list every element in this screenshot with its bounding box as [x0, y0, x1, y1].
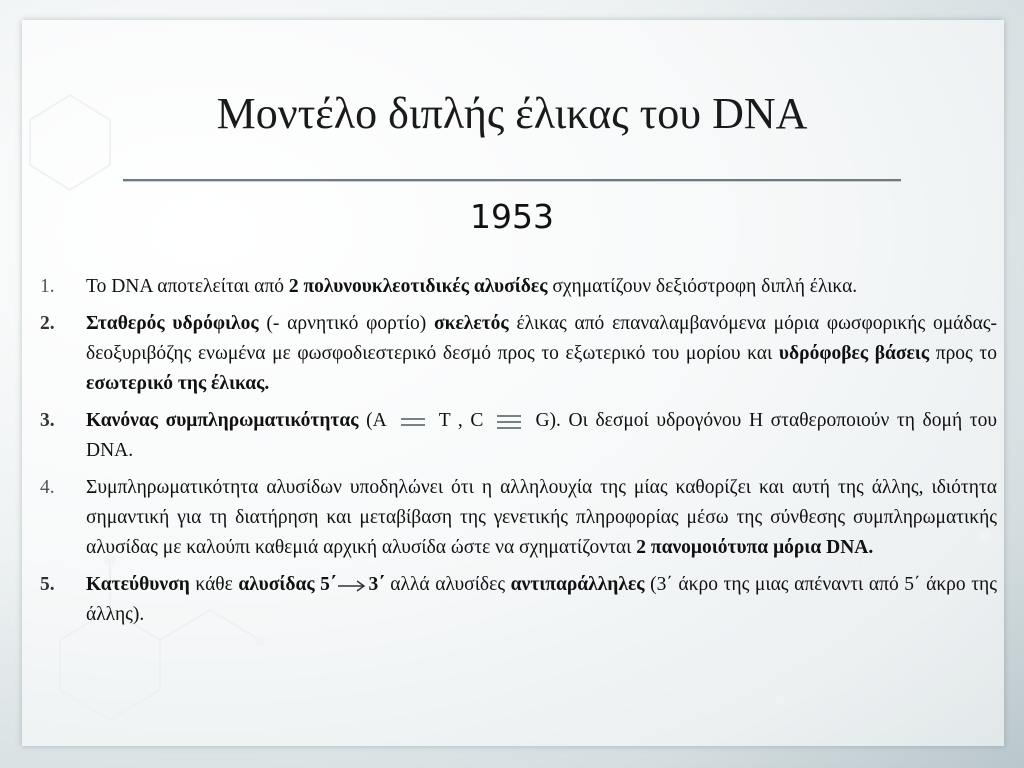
double-bond-icon — [399, 411, 427, 433]
text-run: (3΄ άκρο της μιας απέναντι από 5΄ άκρο της άλλης). — [86, 574, 997, 625]
list-item-text — [86, 406, 997, 466]
bold-text-run: 3΄ — [368, 574, 385, 595]
list-item-number: 1. — [40, 276, 55, 297]
bold-text-run: αντιπαράλληλες — [510, 574, 645, 595]
text-run: (A — [358, 410, 387, 431]
text-run: G). Οι δεσμοί υδρογόνου Η σταθεροποιούν τη δομή του DNA. — [86, 410, 998, 461]
bold-text-run: σκελετός — [434, 313, 509, 334]
list-item-number: 2. — [40, 313, 55, 334]
bold-text-run: Κανόνας συμπληρωματικότητας — [86, 410, 359, 431]
numbered-list — [40, 272, 997, 637]
bold-text-run: εσωτερικό της έλικας. — [86, 373, 270, 394]
text-run: προς το — [929, 343, 997, 364]
bold-text-run: υδρόφοβες βάσεις — [778, 343, 930, 364]
list-item-text — [86, 570, 997, 630]
right-arrow-icon — [337, 578, 367, 594]
list-item-number: 3. — [40, 410, 55, 431]
list-item — [40, 309, 997, 399]
list-item-text — [86, 309, 997, 399]
bold-text-run: 2 πανομοιότυπα μόρια DNA. — [636, 537, 874, 558]
text-run: κάθε — [189, 574, 239, 595]
text-run: σχηματίζουν δεξιόστροφη διπλή έλικα. — [547, 276, 858, 297]
text-run: (- αρνητικό φορτίο) — [258, 313, 435, 334]
slide-title: Μοντέλο διπλής έλικας του DNA — [216, 89, 808, 138]
text-run: T , C — [438, 410, 484, 431]
list-item — [40, 570, 997, 630]
list-item — [40, 272, 997, 302]
list-item — [40, 406, 997, 466]
list-item-text — [86, 473, 997, 563]
text-run: Συμπληρωματικότητα αλυσίδων υποδηλώνει ότι η αλληλουχία της μίας καθορίζει και αυτή της άλλης, ιδιότητα σημαντική για τη διατήρηση και μεταβίβαση της γενετικής πληροφορίας μέσω της σύνθεσης συμπληρωματικής αλυσίδας με καλούπι καθεμιά αρχική αλυσίδα ώστε να σχηματίζονται — [86, 477, 997, 558]
bold-text-run: Σταθερός υδρόφιλος — [86, 313, 259, 334]
bold-text-run: 2 πολυνουκλεοτιδικές αλυσίδες — [288, 276, 548, 297]
title-divider — [123, 179, 901, 182]
list-item-text — [86, 272, 997, 302]
list-item-number: 5. — [40, 574, 55, 595]
text-run: αλλά αλυσίδες — [384, 574, 511, 595]
list-item-number: 4. — [40, 477, 55, 498]
slide-subtitle-year: 1953 — [470, 197, 554, 236]
list-item — [40, 473, 997, 563]
bold-text-run: Κατεύθυνση — [86, 574, 190, 595]
text-run: Το DNA αποτελείται από — [86, 276, 289, 297]
triple-bond-icon — [495, 411, 523, 433]
bold-text-run: αλυσίδας 5΄ — [238, 574, 337, 595]
text-run: έλικας από επαναλαμβανόμενα μόρια φωσφορικής ομάδας-δεοξυριβόζης ενωμένα με φωσφοδιεστερικό δεσμό προς το εξωτερικό του μορίου και — [86, 313, 998, 364]
